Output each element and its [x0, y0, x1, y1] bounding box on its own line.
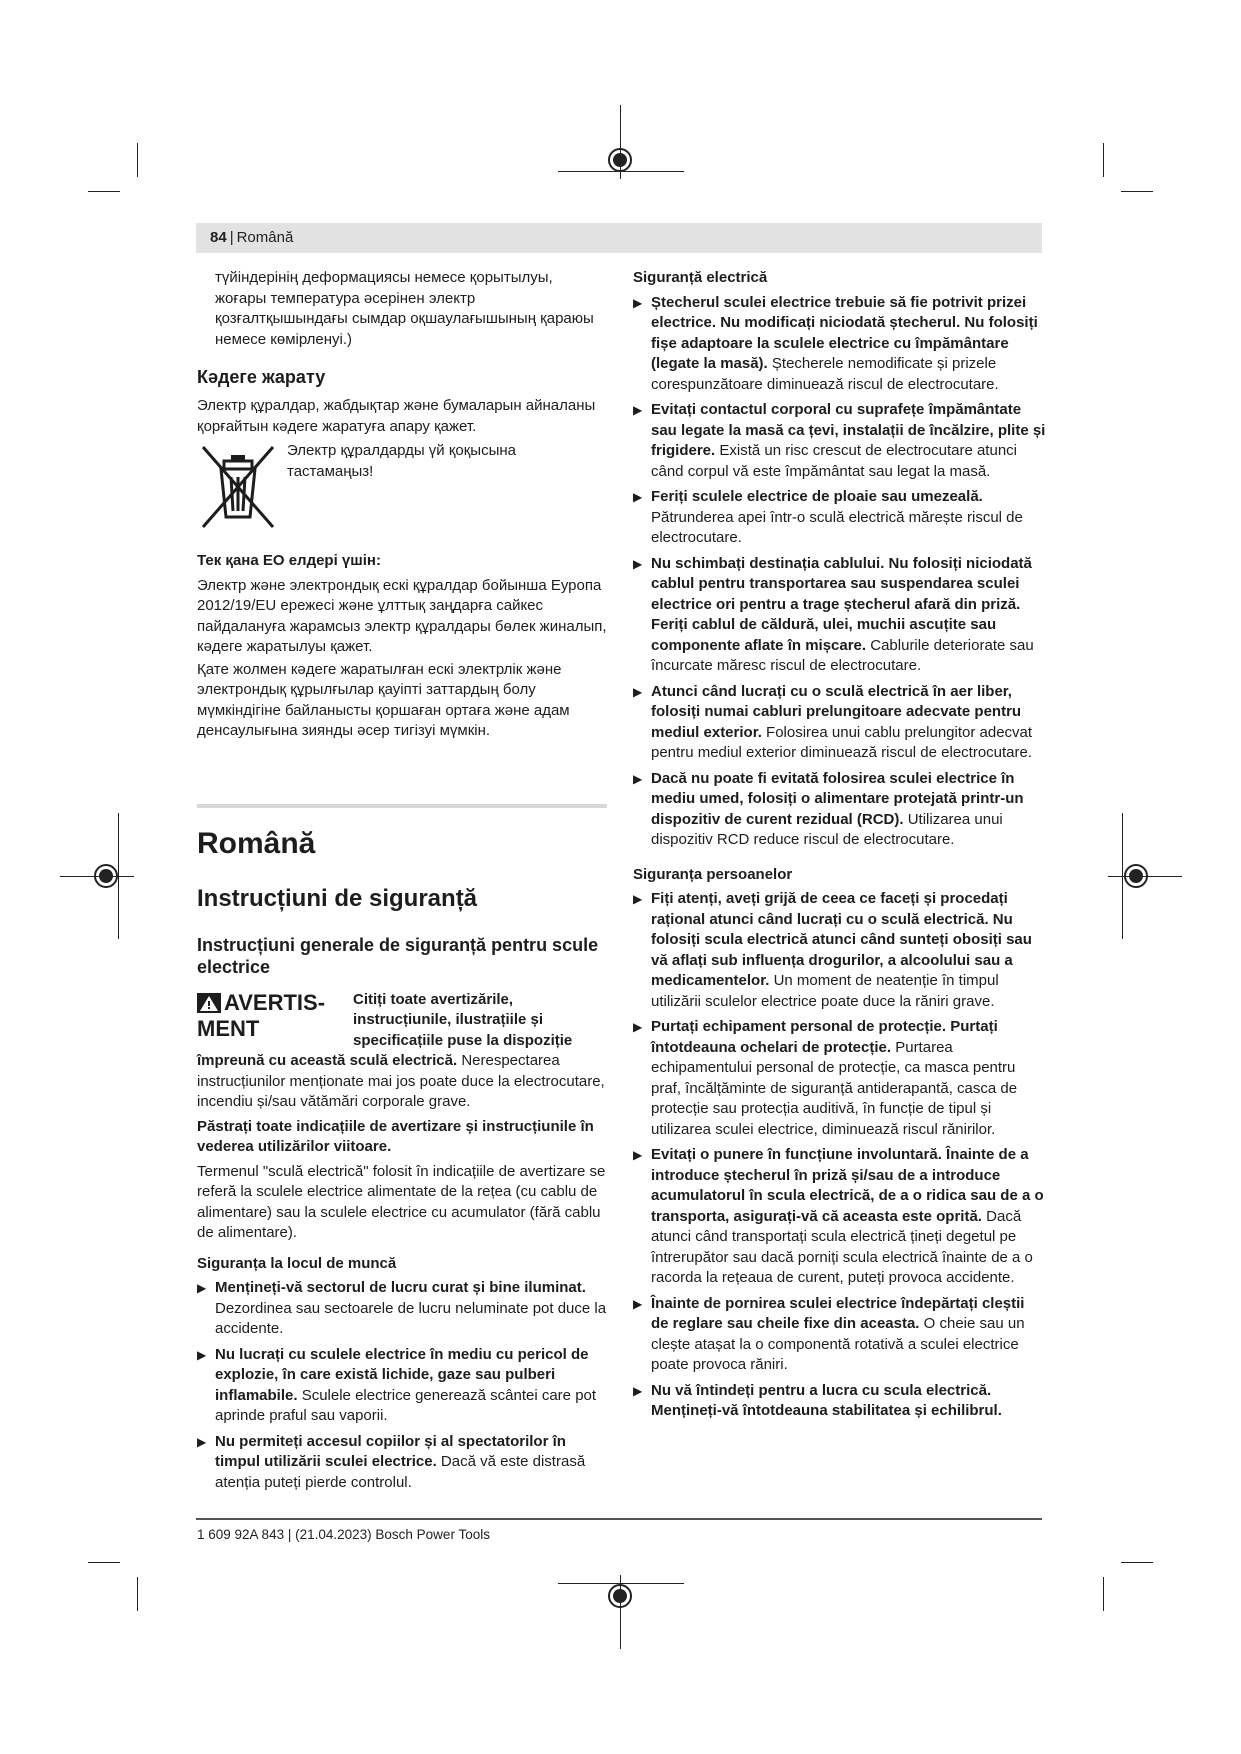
kz-continuation-text: түйіндерінің деформациясы немесе қорытылуы, жоғары температура әсерінен электр қозғалтқышындағы сымдар оқшаулағышының қараюы немесе көмірленуі.) [215, 269, 594, 348]
warning-badge [197, 990, 347, 1042]
bullet-item [633, 554, 1046, 677]
bullet-text: Folosirea unui cablu prelungitor adecvat pentru mediul exterior diminuează riscul de electrocutare. [651, 723, 1033, 761]
bullet-bold: Fiți atenți, aveți grijă de ceea ce faceți și procedați rațional atunci când lucrați cu o sculă electrică. Nu folosiți scula electrică atunci când sunteți obosiți sau vă aflați sub influența drogurilor, a alcoolului sau a medicamentelor. [651, 890, 1032, 989]
bullet-text: Dacă vă este distrasă atenția puteți pierde controlul. [215, 1453, 586, 1491]
electrical-heading: Siguranță electrică [633, 269, 768, 286]
bullet-item [197, 1345, 607, 1427]
disposal-icon-text: Электр құралдарды үй қоқысына тастамаңыз! [287, 442, 516, 480]
bullet-bold: Feriți sculele electrice de ploaie sau umezeală. [651, 488, 983, 505]
warning-label: AVERTIS-MENT [197, 989, 326, 1041]
bullet-item [633, 682, 1046, 764]
ro-general-title: Instrucțiuni generale de siguranță pentru scule electrice [197, 934, 599, 977]
registration-mark [1124, 864, 1148, 888]
bullet-text: Există un risc crescut de electrocutare atunci când corpul vă este împământat sau legat la masă. [651, 442, 1017, 480]
triangle-right-icon: ▶ [633, 1383, 643, 1398]
warning-triangle-icon [197, 993, 221, 1013]
ro-safety-title: Instrucțiuni de siguranță [197, 884, 478, 912]
kz-disposal-heading: Кәдеге жарату [197, 367, 326, 387]
bullet-bold: Ștecherul sculei electrice trebuie să fie potrivit prizei electrice. Nu modificați niciodată ștecherul. Nu folosiți fișe adaptoare la sculele electrice cu împământare (legate la masă). [651, 293, 1038, 372]
personal-heading: Siguranța persoanelor [633, 865, 793, 883]
disposal-notice [197, 441, 607, 537]
bullet-item [633, 400, 1046, 482]
bullet-bold: Nu schimbați destinația cablului. Nu folosiți niciodată cablul pentru transportarea sau suspendarea sculei electrice ori pentru a trage ștecherul afară din priză. Feriți cablul de căldură, ulei, muchii ascuțite sau componente aflate în mișcare. [651, 554, 1032, 654]
bullet-bold: Nu permiteți accesul copiilor și al spectatorilor în timpul utilizării sculei electrice. [215, 1432, 566, 1470]
bullet-item [633, 1381, 1046, 1422]
bullet-bold: Purtați echipament personal de protecție. Purtați întotdeauna ochelari de protecție. [651, 1018, 998, 1056]
registration-mark [608, 1584, 632, 1608]
triangle-right-icon: ▶ [197, 1347, 207, 1362]
term-definition-text: Termenul "sculă electrică" folosit în indicațiile de avertizare se referă la sculele electrice alimentate de la rețea (cu cablu de alimentare) sau la sculele electrice cu acumulator (fără cablu de alimentare). [197, 1162, 606, 1241]
page-number: 84 [210, 229, 227, 246]
right-column [633, 268, 1046, 1427]
bullet-item [633, 487, 1046, 549]
bullet-text: Purtarea echipamentului personal de protecție, ca masca pentru praf, încălțăminte de siguranță antiderapantă, casca de protecție sau protecția auditivă, în funcție de tipul și utilizarea sculei electrice, diminuează riscul rănirilor. [651, 1038, 1018, 1138]
registration-mark [94, 864, 118, 888]
left-column [197, 268, 607, 1498]
bullet-text: Dacă atunci când transportați scula electrică țineți degetul pe întrerupător sau dacă porniți scula electrică înainte de a o racorda la rețeaua de curent, puteți provoca accidente. [651, 1207, 1033, 1286]
header-separator: | [229, 229, 234, 246]
crop-mark [1103, 1577, 1104, 1611]
page-footer: 1 609 92A 843 | (21.04.2023) Bosch Power Tools [197, 1527, 490, 1542]
bullet-item [197, 1432, 607, 1494]
workplace-heading: Siguranța la locul de muncă [197, 1254, 397, 1272]
keep-instructions-text: Păstrați toate indicațiile de avertizare și instrucțiunile în vederea utilizărilor viitoare. [197, 1117, 594, 1155]
kz-eu-paragraph-2: Қате жолмен кәдеге жаратылған ескі электрлік және электрондық құрылғылар қауіпті заттардың болу мүмкіндігіне байланысты қоршаған ортаға және адам денсаулығына зиянды әсер тигізуі мүмкін. [197, 660, 570, 739]
bullet-item [633, 1294, 1046, 1376]
crop-mark [137, 1577, 138, 1611]
ro-language-title: Română [197, 826, 316, 860]
bullet-bold: Evitați o punere în funcțiune involuntară. Înainte de a introduce ștecherul în priză și/sau de a introduce acumulatorul în scula electrică, de a o ridica sau de a o transporta, asigurați-vă că aceasta este oprită. [651, 1146, 1044, 1225]
crop-mark [88, 191, 120, 192]
bullet-text: Pătrunderea apei într-o sculă electrică mărește riscul de electrocutare. [651, 508, 1023, 546]
warning-text: Nerespectarea instrucțiunilor menționate mai jos poate duce la electrocutare, incendiu și/sau vătămări corporale grave. [197, 1052, 605, 1110]
footer-rule [196, 1518, 1042, 1520]
bullet-bold: Nu vă întindeți pentru a lucra cu scula electrică. Mențineți-vă întotdeauna stabilitatea și echilibrul. [651, 1381, 1002, 1419]
triangle-right-icon: ▶ [633, 892, 643, 906]
crop-mark [137, 143, 138, 177]
bullet-item [633, 1145, 1046, 1289]
bullet-item [197, 1278, 607, 1340]
bullet-item [633, 769, 1046, 851]
bullet-text: Dezordinea sau sectoarele de lucru neluminate pot duce la accidente. [215, 1299, 607, 1337]
triangle-right-icon: ▶ [633, 1020, 643, 1034]
crop-mark [88, 1562, 120, 1563]
triangle-right-icon: ▶ [633, 771, 643, 786]
triangle-right-icon: ▶ [633, 403, 643, 417]
kz-eu-paragraph-1: Электр және электрондық ескі құралдар бойынша Еуропа 2012/19/EU ережесі және ұлттық заңдарға сайкес пайдалануға жарамсыз электр құралдары бөлек жиналып, кәдеге жаратылуы қажет. [197, 576, 607, 655]
triangle-right-icon: ▶ [633, 684, 643, 699]
kz-eu-heading: Тек қана ЕО елдері үшін: [197, 552, 381, 569]
crossed-bin-icon [197, 441, 279, 533]
bullet-item [633, 1017, 1046, 1140]
bullet-bold: Evitați contactul corporal cu suprafețe împământate sau legate la masă ca țevi, instalații de încălzire, plite și frigidere. [651, 401, 1046, 459]
page-header [196, 223, 1042, 253]
bullet-bold: Nu lucrați cu sculele electrice în mediu cu pericol de explozie, în care există lichide, gaze sau pulberi inflamabile. [215, 1345, 589, 1404]
triangle-right-icon: ▶ [633, 1148, 643, 1162]
bullet-text: Utilizarea unui dispozitiv RCD reduce riscul de electrocutare. [651, 810, 1003, 848]
bullet-item [633, 889, 1046, 1012]
bullet-text: Cablurile deteriorate sau încurcate măresc riscul de electrocutare. [651, 636, 1034, 674]
warning-bold-text: Citiți toate avertizările, instrucțiunile, ilustrațiile și specificațiile puse la dispoziție împreună cu această sculă electrică. [197, 990, 573, 1069]
triangle-right-icon: ▶ [633, 556, 643, 571]
crop-mark [1121, 1562, 1153, 1563]
triangle-right-icon: ▶ [197, 1281, 207, 1295]
warning-block [197, 990, 607, 1113]
triangle-right-icon: ▶ [633, 1296, 643, 1311]
section-divider [197, 804, 607, 808]
bullet-text: Un moment de neatenție în timpul utilizării sculelor electrice poate duce la răniri grave. [651, 972, 999, 1010]
bullet-text: Sculele electrice generează scântei care pot aprinde praful sau vaporii. [215, 1386, 597, 1424]
bullet-bold: Atunci când lucrați cu o sculă electrică în aer liber, folosiți numai cabluri prelungitoare adecvate pentru mediul exterior. [651, 682, 1022, 741]
registration-mark [608, 148, 632, 172]
bullet-bold: Înainte de pornirea sculei electrice îndepărtați cleștii de reglare sau cheile fixe din aceasta. [651, 1294, 1025, 1332]
kz-disposal-text: Электр құралдар, жабдықтар және бумаларын айналаны қорғайтын кәдеге жаратуға апару қажет. [197, 397, 596, 435]
bullet-text: Ștecherele nemodificate și prizele corespunzătoare diminuează riscul de electrocutare. [651, 355, 999, 393]
header-language: Română [236, 229, 294, 246]
triangle-right-icon: ▶ [633, 490, 643, 504]
bullet-item [633, 293, 1046, 396]
triangle-right-icon: ▶ [197, 1434, 207, 1449]
bullet-text: O cheie sau un clește atașat la o componentă rotativă a sculei electrice poate provoca răniri. [651, 1315, 1025, 1373]
crop-mark [1103, 143, 1104, 177]
triangle-right-icon: ▶ [633, 295, 643, 310]
crop-mark [1121, 191, 1153, 192]
bullet-bold: Dacă nu poate fi evitată folosirea sculei electrice în mediu umed, folosiți o alimentare protejată printr-un dispozitiv de curent rezidual (RCD). [651, 769, 1024, 828]
bullet-bold: Mențineți-vă sectorul de lucru curat și bine iluminat. [215, 1279, 586, 1296]
